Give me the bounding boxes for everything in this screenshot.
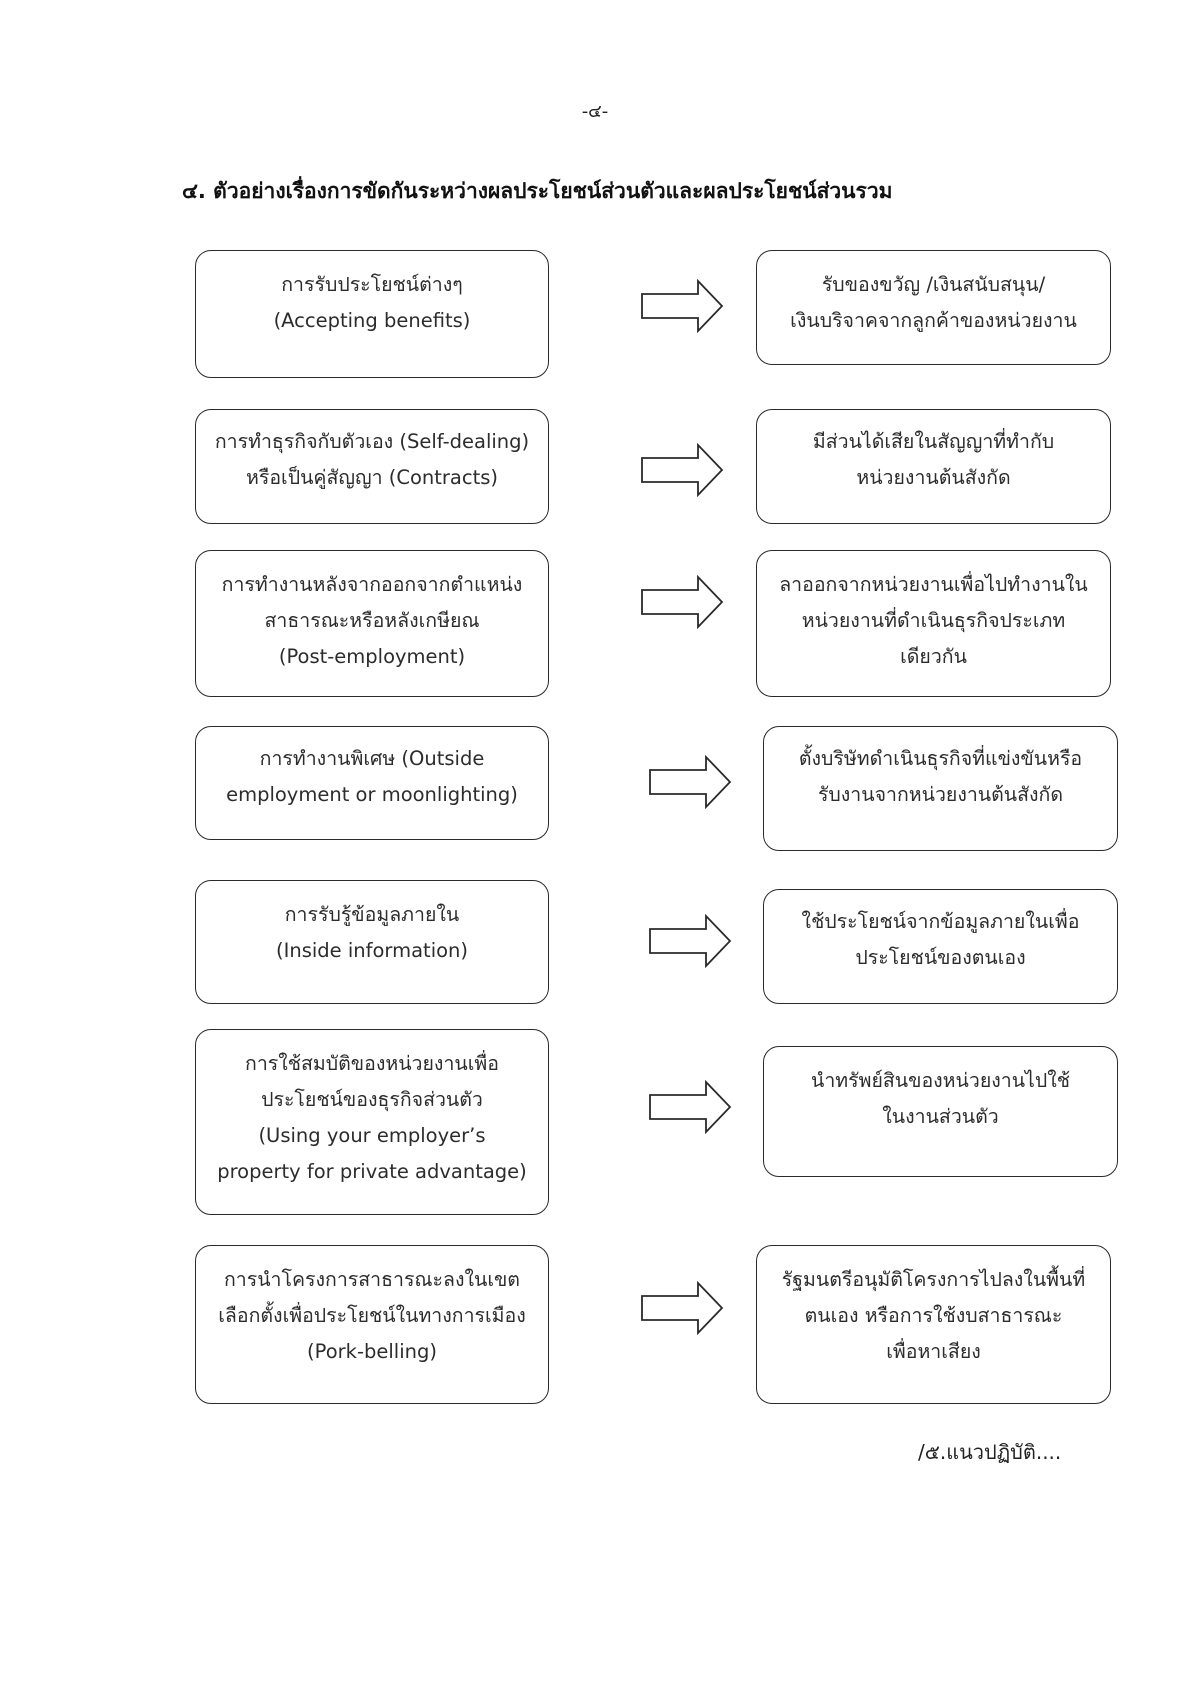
left-box-text: การรับประโยชน์ต่างๆ (Accepting benefits): [273, 273, 471, 332]
right-box-text: มีส่วนได้เสียในสัญญาที่ทำกับ หน่วยงานต้นสังกัด: [812, 430, 1055, 489]
left-box-text: การทำงานพิเศษ (Outside employment or moonlighting): [226, 747, 518, 806]
continuation-reference: /๕.แนวปฏิบัติ....: [918, 1440, 1062, 1464]
right-box-contract-interest: [756, 409, 1111, 524]
right-arrow-icon: [640, 443, 724, 497]
right-box-minister-approves-project: [756, 1245, 1111, 1404]
right-box-text: นำทรัพย์สินของหน่วยงานไปใช้ ในงานส่วนตัว: [811, 1069, 1070, 1128]
left-box-text: การนำโครงการสาธารณะลงในเขต เลือกตั้งเพื่อประโยชน์ในทางการเมือง (Pork-belling): [218, 1268, 526, 1363]
left-box-text: การทำงานหลังจากออกจากตำแหน่ง สาธารณะหรือหลังเกษียณ (Post-employment): [221, 573, 523, 668]
left-box-outside-employment: [195, 726, 549, 840]
right-arrow-icon: [648, 914, 732, 968]
left-box-using-employer-property: [195, 1029, 549, 1215]
right-box-use-assets-privately: [763, 1046, 1118, 1177]
right-box-gifts: [756, 250, 1111, 365]
right-box-text: ตั้งบริษัทดำเนินธุรกิจที่แข่งขันหรือ รับงานจากหน่วยงานต้นสังกัด: [798, 747, 1083, 806]
right-box-text: ใช้ประโยชน์จากข้อมูลภายในเพื่อ ประโยชน์ของตนเอง: [801, 910, 1080, 969]
left-box-post-employment: [195, 550, 549, 697]
left-box-text: การทำธุรกิจกับตัวเอง (Self-dealing) หรือเป็นคู่สัญญา (Contracts): [214, 430, 530, 489]
right-box-text: รับของขวัญ /เงินสนับสนุน/ เงินบริจาคจากลูกค้าของหน่วยงาน: [790, 273, 1077, 332]
right-arrow-icon: [640, 279, 724, 333]
left-box-pork-barrelling: [195, 1245, 549, 1404]
left-box-inside-information: [195, 880, 549, 1004]
left-box-self-dealing: [195, 409, 549, 524]
left-box-text: การใช้สมบัติของหน่วยงานเพื่อ ประโยชน์ของธุรกิจส่วนตัว (Using your employer’s property for private advantage): [217, 1052, 527, 1183]
right-arrow-icon: [640, 1281, 724, 1335]
left-box-text: การรับรู้ข้อมูลภายใน (Inside information): [275, 903, 469, 962]
right-box-use-inside-info: [763, 889, 1118, 1004]
left-box-accepting-benefits: [195, 250, 549, 378]
right-box-competing-company: [763, 726, 1118, 851]
section-heading: ๔. ตัวอย่างเรื่องการขัดกันระหว่างผลประโยชน์ส่วนตัวและผลประโยชน์ส่วนรวม: [182, 179, 893, 203]
right-box-resign-to-competitor: [756, 550, 1111, 697]
right-box-text: รัฐมนตรีอนุมัติโครงการไปลงในพื้นที่ ตนเอง หรือการใช้งบสาธารณะ เพื่อหาเสียง: [781, 1268, 1086, 1363]
right-arrow-icon: [648, 755, 732, 809]
right-arrow-icon: [648, 1080, 732, 1134]
right-box-text: ลาออกจากหน่วยงานเพื่อไปทำงานใน หน่วยงานที่ดำเนินธุรกิจประเภท เดียวกัน: [779, 573, 1088, 668]
right-arrow-icon: [640, 575, 724, 629]
page-number: -๔-: [581, 101, 609, 122]
